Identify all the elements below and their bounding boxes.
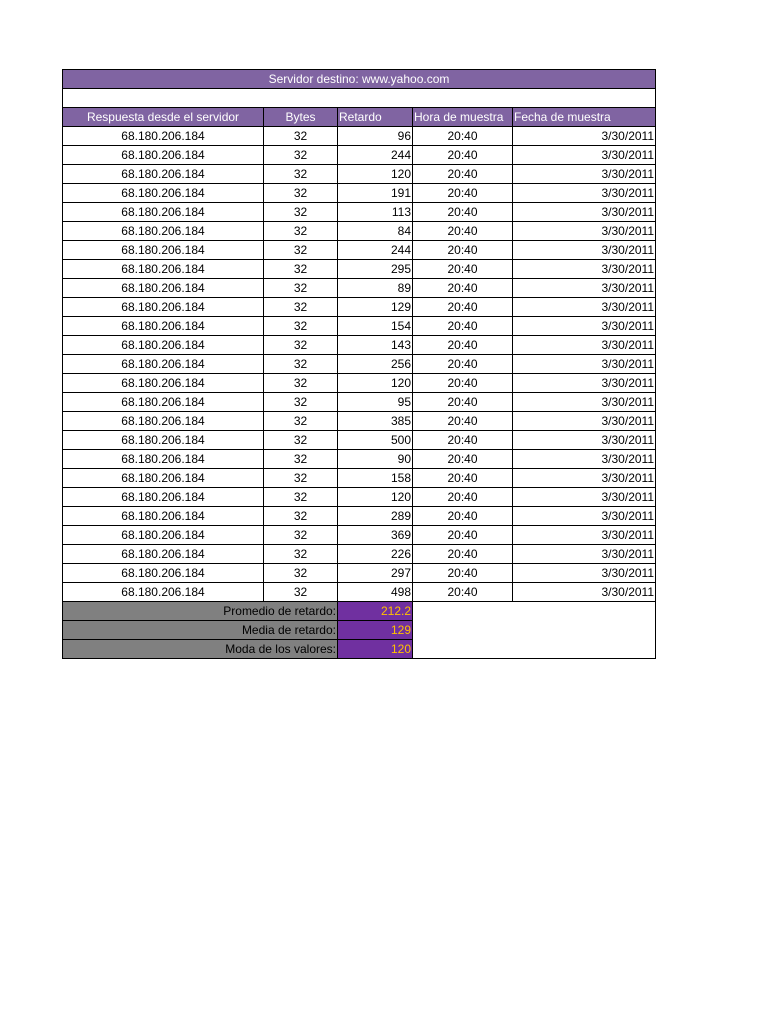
cell-server[interactable]: 68.180.206.184 <box>63 260 264 279</box>
cell-time[interactable]: 20:40 <box>413 336 513 355</box>
stat-label[interactable]: Moda de los valores: <box>63 640 338 659</box>
cell-delay[interactable]: 500 <box>338 431 413 450</box>
cell-time[interactable]: 20:40 <box>413 488 513 507</box>
cell-server[interactable]: 68.180.206.184 <box>63 146 264 165</box>
cell-bytes[interactable]: 32 <box>264 184 338 203</box>
cell-bytes[interactable]: 32 <box>264 374 338 393</box>
cell-time[interactable]: 20:40 <box>413 146 513 165</box>
cell-delay[interactable]: 113 <box>338 203 413 222</box>
stat-row <box>63 640 656 659</box>
cell-delay[interactable]: 385 <box>338 412 413 431</box>
cell-time[interactable]: 20:40 <box>413 222 513 241</box>
sheet-title[interactable]: Servidor destino: www.yahoo.com <box>63 70 656 89</box>
cell-date[interactable]: 3/30/2011 <box>513 279 656 298</box>
cell-bytes[interactable]: 32 <box>264 222 338 241</box>
cell-server[interactable]: 68.180.206.184 <box>63 393 264 412</box>
cell-date[interactable]: 3/30/2011 <box>513 241 656 260</box>
cell-bytes[interactable]: 32 <box>264 488 338 507</box>
table-row <box>63 412 656 431</box>
cell-time[interactable]: 20:40 <box>413 298 513 317</box>
cell-time[interactable]: 20:40 <box>413 317 513 336</box>
table-row <box>63 545 656 564</box>
cell-date[interactable]: 3/30/2011 <box>513 545 656 564</box>
header-server[interactable]: Respuesta desde el servidor <box>63 108 264 127</box>
cell-delay[interactable]: 96 <box>338 127 413 146</box>
cell-time[interactable]: 20:40 <box>413 450 513 469</box>
cell-delay[interactable]: 90 <box>338 450 413 469</box>
cell-time[interactable]: 20:40 <box>413 393 513 412</box>
cell-delay[interactable]: 289 <box>338 507 413 526</box>
blank-cell[interactable] <box>63 89 656 108</box>
empty-cell[interactable] <box>413 621 656 640</box>
cell-delay[interactable]: 84 <box>338 222 413 241</box>
cell-bytes[interactable]: 32 <box>264 203 338 222</box>
cell-time[interactable]: 20:40 <box>413 412 513 431</box>
cell-time[interactable]: 20:40 <box>413 165 513 184</box>
cell-time[interactable]: 20:40 <box>413 279 513 298</box>
cell-time[interactable]: 20:40 <box>413 583 513 602</box>
cell-delay[interactable]: 498 <box>338 583 413 602</box>
cell-time[interactable]: 20:40 <box>413 374 513 393</box>
cell-bytes[interactable]: 32 <box>264 165 338 184</box>
cell-date[interactable]: 3/30/2011 <box>513 260 656 279</box>
cell-bytes[interactable]: 32 <box>264 564 338 583</box>
table-row <box>63 146 656 165</box>
cell-delay[interactable]: 120 <box>338 488 413 507</box>
cell-date[interactable]: 3/30/2011 <box>513 184 656 203</box>
cell-server[interactable]: 68.180.206.184 <box>63 317 264 336</box>
table-row <box>63 393 656 412</box>
cell-time[interactable]: 20:40 <box>413 241 513 260</box>
cell-server[interactable]: 68.180.206.184 <box>63 222 264 241</box>
cell-server[interactable]: 68.180.206.184 <box>63 279 264 298</box>
stat-value[interactable]: 212.2 <box>338 602 413 621</box>
cell-delay[interactable]: 158 <box>338 469 413 488</box>
table-row <box>63 526 656 545</box>
table-row <box>63 450 656 469</box>
cell-bytes[interactable]: 32 <box>264 127 338 146</box>
cell-time[interactable]: 20:40 <box>413 507 513 526</box>
cell-delay[interactable]: 143 <box>338 336 413 355</box>
cell-date[interactable]: 3/30/2011 <box>513 488 656 507</box>
table-row <box>63 336 656 355</box>
cell-delay[interactable]: 244 <box>338 241 413 260</box>
cell-date[interactable]: 3/30/2011 <box>513 431 656 450</box>
blank-row <box>63 89 656 108</box>
cell-delay[interactable]: 191 <box>338 184 413 203</box>
stat-label[interactable]: Promedio de retardo: <box>63 602 338 621</box>
cell-time[interactable]: 20:40 <box>413 431 513 450</box>
cell-server[interactable]: 68.180.206.184 <box>63 184 264 203</box>
table-row <box>63 203 656 222</box>
cell-bytes[interactable]: 32 <box>264 317 338 336</box>
cell-bytes[interactable]: 32 <box>264 545 338 564</box>
table-row <box>63 184 656 203</box>
cell-bytes[interactable]: 32 <box>264 583 338 602</box>
cell-server[interactable]: 68.180.206.184 <box>63 526 264 545</box>
cell-bytes[interactable]: 32 <box>264 431 338 450</box>
cell-server[interactable]: 68.180.206.184 <box>63 165 264 184</box>
stat-label[interactable]: Media de retardo: <box>63 621 338 640</box>
cell-server[interactable]: 68.180.206.184 <box>63 488 264 507</box>
cell-date[interactable]: 3/30/2011 <box>513 355 656 374</box>
header-delay[interactable]: Retardo <box>338 108 413 127</box>
cell-delay[interactable]: 297 <box>338 564 413 583</box>
cell-date[interactable]: 3/30/2011 <box>513 298 656 317</box>
cell-bytes[interactable]: 32 <box>264 146 338 165</box>
header-time[interactable]: Hora de muestra <box>413 108 513 127</box>
header-bytes[interactable]: Bytes <box>264 108 338 127</box>
cell-server[interactable]: 68.180.206.184 <box>63 127 264 146</box>
cell-bytes[interactable]: 32 <box>264 507 338 526</box>
stat-row <box>63 621 656 640</box>
cell-server[interactable]: 68.180.206.184 <box>63 431 264 450</box>
cell-date[interactable]: 3/30/2011 <box>513 146 656 165</box>
cell-delay[interactable]: 120 <box>338 374 413 393</box>
spreadsheet <box>62 69 655 659</box>
cell-time[interactable]: 20:40 <box>413 526 513 545</box>
cell-date[interactable]: 3/30/2011 <box>513 469 656 488</box>
cell-server[interactable]: 68.180.206.184 <box>63 298 264 317</box>
table-row <box>63 583 656 602</box>
cell-time[interactable]: 20:40 <box>413 469 513 488</box>
cell-date[interactable]: 3/30/2011 <box>513 165 656 184</box>
cell-bytes[interactable]: 32 <box>264 298 338 317</box>
ping-results-table <box>62 69 656 659</box>
table-row <box>63 260 656 279</box>
cell-bytes[interactable]: 32 <box>264 393 338 412</box>
cell-bytes[interactable]: 32 <box>264 260 338 279</box>
table-row <box>63 374 656 393</box>
cell-delay[interactable]: 95 <box>338 393 413 412</box>
table-row <box>63 507 656 526</box>
cell-server[interactable]: 68.180.206.184 <box>63 450 264 469</box>
cell-date[interactable]: 3/30/2011 <box>513 317 656 336</box>
cell-date[interactable]: 3/30/2011 <box>513 374 656 393</box>
cell-server[interactable]: 68.180.206.184 <box>63 469 264 488</box>
cell-time[interactable]: 20:40 <box>413 203 513 222</box>
cell-bytes[interactable]: 32 <box>264 469 338 488</box>
empty-cell[interactable] <box>413 602 656 621</box>
empty-cell[interactable] <box>413 640 656 659</box>
cell-delay[interactable]: 244 <box>338 146 413 165</box>
cell-bytes[interactable]: 32 <box>264 241 338 260</box>
stat-value[interactable]: 129 <box>338 621 413 640</box>
cell-bytes[interactable]: 32 <box>264 336 338 355</box>
cell-time[interactable]: 20:40 <box>413 260 513 279</box>
cell-delay[interactable]: 89 <box>338 279 413 298</box>
table-row <box>63 127 656 146</box>
cell-date[interactable]: 3/30/2011 <box>513 583 656 602</box>
cell-delay[interactable]: 226 <box>338 545 413 564</box>
header-row <box>63 108 656 127</box>
table-row <box>63 564 656 583</box>
cell-server[interactable]: 68.180.206.184 <box>63 336 264 355</box>
table-row <box>63 317 656 336</box>
cell-date[interactable]: 3/30/2011 <box>513 127 656 146</box>
title-row <box>63 70 656 89</box>
cell-date[interactable]: 3/30/2011 <box>513 203 656 222</box>
cell-time[interactable]: 20:40 <box>413 355 513 374</box>
cell-delay[interactable]: 369 <box>338 526 413 545</box>
cell-time[interactable]: 20:40 <box>413 564 513 583</box>
stat-row <box>63 602 656 621</box>
table-row <box>63 222 656 241</box>
cell-server[interactable]: 68.180.206.184 <box>63 241 264 260</box>
cell-delay[interactable]: 129 <box>338 298 413 317</box>
cell-date[interactable]: 3/30/2011 <box>513 393 656 412</box>
cell-date[interactable]: 3/30/2011 <box>513 450 656 469</box>
cell-delay[interactable]: 256 <box>338 355 413 374</box>
stat-value[interactable]: 120 <box>338 640 413 659</box>
table-row <box>63 298 656 317</box>
cell-bytes[interactable]: 32 <box>264 279 338 298</box>
cell-server[interactable]: 68.180.206.184 <box>63 545 264 564</box>
cell-server[interactable]: 68.180.206.184 <box>63 355 264 374</box>
cell-server[interactable]: 68.180.206.184 <box>63 203 264 222</box>
cell-bytes[interactable]: 32 <box>264 450 338 469</box>
cell-delay[interactable]: 120 <box>338 165 413 184</box>
cell-server[interactable]: 68.180.206.184 <box>63 564 264 583</box>
table-row <box>63 355 656 374</box>
cell-server[interactable]: 68.180.206.184 <box>63 583 264 602</box>
cell-server[interactable]: 68.180.206.184 <box>63 374 264 393</box>
table-row <box>63 165 656 184</box>
header-date[interactable]: Fecha de muestra <box>513 108 656 127</box>
cell-delay[interactable]: 154 <box>338 317 413 336</box>
cell-date[interactable]: 3/30/2011 <box>513 336 656 355</box>
cell-date[interactable]: 3/30/2011 <box>513 564 656 583</box>
cell-bytes[interactable]: 32 <box>264 412 338 431</box>
cell-time[interactable]: 20:40 <box>413 127 513 146</box>
cell-date[interactable]: 3/30/2011 <box>513 222 656 241</box>
cell-date[interactable]: 3/30/2011 <box>513 526 656 545</box>
cell-time[interactable]: 20:40 <box>413 184 513 203</box>
table-row <box>63 241 656 260</box>
cell-delay[interactable]: 295 <box>338 260 413 279</box>
cell-server[interactable]: 68.180.206.184 <box>63 507 264 526</box>
cell-date[interactable]: 3/30/2011 <box>513 412 656 431</box>
cell-bytes[interactable]: 32 <box>264 526 338 545</box>
cell-time[interactable]: 20:40 <box>413 545 513 564</box>
table-row <box>63 469 656 488</box>
table-row <box>63 431 656 450</box>
cell-bytes[interactable]: 32 <box>264 355 338 374</box>
cell-server[interactable]: 68.180.206.184 <box>63 412 264 431</box>
table-row <box>63 488 656 507</box>
table-row <box>63 279 656 298</box>
cell-date[interactable]: 3/30/2011 <box>513 507 656 526</box>
